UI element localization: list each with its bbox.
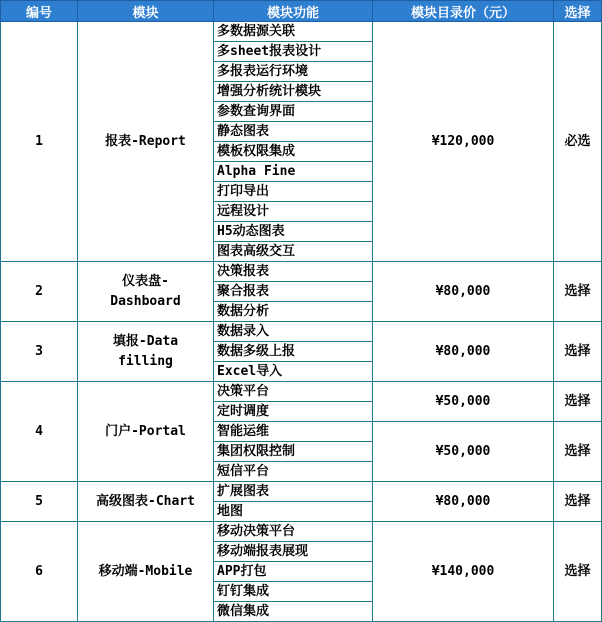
function-cell: 决策报表 <box>214 262 373 282</box>
module-no: 6 <box>1 522 78 622</box>
function-cell: 图表高级交互 <box>214 242 373 262</box>
module-no: 5 <box>1 482 78 522</box>
function-cell: 智能运维 <box>214 422 373 442</box>
function-cell: 钉钉集成 <box>214 582 373 602</box>
function-cell: 数据多级上报 <box>214 342 373 362</box>
module-name: 移动端-Mobile <box>78 522 214 622</box>
function-cell: 数据录入 <box>214 322 373 342</box>
module-no: 3 <box>1 322 78 382</box>
function-cell: 微信集成 <box>214 602 373 622</box>
module-price: ¥50,000 <box>373 382 554 422</box>
function-cell: 地图 <box>214 502 373 522</box>
table-row <box>1 522 602 542</box>
function-cell: H5动态图表 <box>214 222 373 242</box>
function-cell: 模板权限集成 <box>214 142 373 162</box>
table-row <box>1 322 602 342</box>
module-no: 1 <box>1 22 78 262</box>
header-row <box>1 1 602 22</box>
function-cell: Excel导入 <box>214 362 373 382</box>
header-select: 选择 <box>554 1 602 22</box>
module-select: 选择 <box>554 522 602 622</box>
module-select: 必选 <box>554 22 602 262</box>
header-price: 模块目录价（元） <box>373 1 554 22</box>
function-cell: 参数查询界面 <box>214 102 373 122</box>
function-cell: 静态图表 <box>214 122 373 142</box>
function-cell: 移动端报表展现 <box>214 542 373 562</box>
table-row <box>1 382 602 402</box>
module-price: ¥80,000 <box>373 322 554 382</box>
function-cell: 定时调度 <box>214 402 373 422</box>
function-cell: 移动决策平台 <box>214 522 373 542</box>
module-price: ¥80,000 <box>373 262 554 322</box>
module-name <box>78 322 214 382</box>
module-no: 2 <box>1 262 78 322</box>
function-cell: 数据分析 <box>214 302 373 322</box>
module-price: ¥140,000 <box>373 522 554 622</box>
function-cell: 增强分析统计模块 <box>214 82 373 102</box>
module-name: 门户-Portal <box>78 382 214 482</box>
function-cell: 多sheet报表设计 <box>214 42 373 62</box>
table-row <box>1 22 602 42</box>
module-name: 高级图表-Chart <box>78 482 214 522</box>
module-name-line: 仪表盘- <box>122 273 169 289</box>
module-select: 选择 <box>554 382 602 422</box>
table-row <box>1 262 602 282</box>
function-cell: 多报表运行环境 <box>214 62 373 82</box>
header-no: 编号 <box>1 1 78 22</box>
function-cell: 决策平台 <box>214 382 373 402</box>
module-name-line: Dashboard <box>110 293 181 309</box>
module-select: 选择 <box>554 482 602 522</box>
module-price: ¥120,000 <box>373 22 554 262</box>
module-select: 选择 <box>554 422 602 482</box>
table-row <box>1 482 602 502</box>
header-module: 模块 <box>78 1 214 22</box>
function-cell: 聚合报表 <box>214 282 373 302</box>
header-function: 模块功能 <box>214 1 373 22</box>
module-name: 报表-Report <box>78 22 214 262</box>
module-name-line: filling <box>118 353 173 369</box>
function-cell: 集团权限控制 <box>214 442 373 462</box>
function-cell: 扩展图表 <box>214 482 373 502</box>
function-cell: Alpha Fine <box>214 162 373 182</box>
module-name-line: 填报-Data <box>112 333 179 349</box>
module-name <box>78 262 214 322</box>
module-price: ¥80,000 <box>373 482 554 522</box>
function-cell: 短信平台 <box>214 462 373 482</box>
module-select: 选择 <box>554 322 602 382</box>
module-price: ¥50,000 <box>373 422 554 482</box>
function-cell: 多数据源关联 <box>214 22 373 42</box>
function-cell: 远程设计 <box>214 202 373 222</box>
function-cell: 打印导出 <box>214 182 373 202</box>
module-no: 4 <box>1 382 78 482</box>
module-select: 选择 <box>554 262 602 322</box>
function-cell: APP打包 <box>214 562 373 582</box>
